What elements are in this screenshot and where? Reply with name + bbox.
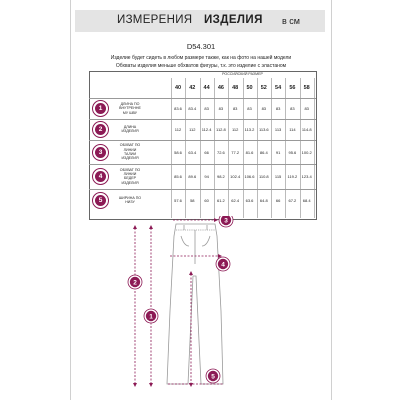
pants-outline — [167, 224, 223, 384]
table-cell: 68.4 — [302, 198, 311, 203]
svg-text:4: 4 — [221, 261, 225, 269]
table-cell: 83 — [275, 106, 281, 111]
measure-arrowheads — [133, 218, 222, 387]
table-cell: 58.6 — [174, 149, 182, 155]
size-header: 50 — [246, 85, 253, 91]
measure-lines — [135, 220, 223, 384]
table-cell: 83 — [261, 106, 267, 111]
size-header: 56 — [289, 85, 296, 91]
table-cell: 100.2 — [301, 149, 312, 155]
svg-text:2: 2 — [133, 279, 137, 287]
size-header: 54 — [275, 85, 282, 91]
table-column-divider — [300, 78, 301, 218]
row-number-badge: 3 — [95, 147, 106, 158]
diagram-marker-2 — [128, 275, 142, 289]
size-header: 46 — [217, 85, 224, 91]
table-caption: РОССИЙСКИЙ РАЗМЕР — [222, 72, 263, 76]
title-bar — [75, 10, 325, 32]
row-label: ОБХВАТ ПО ЛИНИИ БЕДЕР ИЗДЕЛИЯ — [119, 167, 141, 185]
title-garment: ИЗДЕЛИЯ — [204, 14, 263, 26]
size-header: 44 — [203, 85, 210, 91]
table-row-divider — [89, 164, 316, 165]
pants-diagram — [71, 216, 331, 400]
table-column-divider — [314, 78, 315, 218]
table-cell: 63.4 — [188, 149, 197, 155]
table-cell: 91 — [275, 149, 281, 155]
table-cell: 60 — [204, 198, 209, 203]
table-cell: 89.6 — [188, 174, 197, 179]
table-row-divider — [89, 98, 316, 99]
table-column-divider — [214, 78, 215, 218]
table-cell: 113.6 — [258, 127, 269, 132]
svg-text:5: 5 — [211, 373, 215, 381]
table-cell: 58 — [190, 198, 195, 203]
table-cell: 64.8 — [259, 198, 268, 203]
diagram-marker-5 — [206, 369, 220, 383]
table-cell: 94 — [204, 174, 209, 179]
table-cell: 83 — [218, 106, 224, 111]
fit-note: Изделие будет сидеть в любом размере также, как на фото на нашей модели — [110, 55, 292, 61]
table-cell: 110.8 — [258, 174, 269, 179]
table-column-divider — [200, 78, 201, 218]
table-cell: 83 — [204, 106, 209, 111]
table-cell: 83 — [247, 106, 252, 111]
table-cell: 115 — [274, 174, 282, 179]
row-number-badge: 5 — [95, 195, 106, 206]
diagram-marker-1 — [144, 309, 158, 323]
diagram-marker-3 — [219, 216, 233, 227]
row-label: ОБХВАТ ПО ЛИНИИ ТАЛИИ ИЗДЕЛИЯ — [119, 143, 141, 161]
table-cell: 119.2 — [287, 174, 298, 179]
table-row-divider — [89, 189, 316, 190]
table-cell: 83 — [304, 106, 309, 111]
table-cell: 98.2 — [216, 174, 225, 179]
table-cell: 57.6 — [174, 198, 182, 203]
elastane-note: Обхваты изделия меньше обхватов фигуры, т.к. это изделие с эластаном — [115, 63, 287, 69]
table-cell: 67.2 — [288, 198, 297, 203]
table-cell: 113.2 — [244, 127, 255, 132]
table-column-divider — [257, 78, 258, 218]
row-number-badge: 4 — [95, 171, 106, 182]
table-column-divider — [185, 78, 186, 218]
svg-text:1: 1 — [149, 313, 153, 321]
table-cell: 77.2 — [231, 149, 240, 155]
table-column-divider — [243, 78, 244, 218]
size-header: 42 — [189, 85, 196, 91]
table-cell: 63.6 — [245, 198, 254, 203]
table-cell: 83 — [290, 106, 295, 111]
table-cell: 66 — [275, 198, 281, 203]
table-cell: 85.6 — [174, 174, 182, 179]
row-label: ШИРИНА ПО НИЗУ — [118, 196, 142, 205]
row-label: ДЛИНА ИЗДЕЛИЯ — [121, 125, 139, 134]
size-chart-sheet — [70, 0, 332, 400]
table-cell: 112.8 — [216, 127, 226, 132]
row-label: ДЛИНА ПО ВНУТРЕННЕ МУ ШВУ — [119, 102, 141, 115]
table-cell: 123.4 — [301, 174, 312, 179]
size-header: 48 — [232, 85, 239, 91]
table-column-divider — [171, 78, 172, 218]
size-header: 58 — [303, 85, 310, 91]
table-cell: 86.4 — [259, 149, 268, 155]
table-cell: 114.8 — [301, 127, 312, 132]
table-cell: 66 — [204, 149, 209, 155]
table-column-divider — [271, 78, 272, 218]
row-number-badge: 1 — [95, 103, 106, 114]
table-cell: 102.4 — [230, 174, 241, 179]
table-cell: 83.6 — [174, 106, 182, 111]
title-unit: в см — [282, 16, 300, 26]
title-measurements: ИЗМЕРЕНИЯ — [117, 14, 193, 26]
table-cell: 81.6 — [245, 149, 254, 155]
table-cell: 114 — [289, 127, 296, 132]
table-cell: 112 — [189, 127, 196, 132]
table-cell: 83 — [232, 106, 238, 111]
size-header: 52 — [260, 85, 267, 91]
size-header: 40 — [174, 85, 182, 91]
diagram-marker-4 — [216, 257, 230, 271]
table-cell: 112.4 — [201, 127, 212, 132]
table-cell: 61.2 — [216, 198, 225, 203]
table-cell: 62.4 — [231, 198, 240, 203]
table-row-divider — [89, 119, 316, 120]
table-column-divider — [228, 78, 229, 218]
table-column-divider — [285, 78, 286, 218]
table-row-divider — [89, 140, 316, 141]
table-cell: 83.4 — [188, 106, 197, 111]
product-code: D54.301 — [186, 42, 216, 51]
table-cell: 112 — [174, 127, 182, 132]
table-cell: 112 — [231, 127, 239, 132]
table-cell: 95.6 — [288, 149, 297, 155]
row-number-badge: 2 — [95, 124, 106, 135]
table-cell: 106.6 — [244, 174, 255, 179]
table-cell: 72.6 — [216, 149, 225, 155]
svg-text:3: 3 — [224, 217, 228, 225]
table-cell: 113 — [274, 127, 282, 132]
